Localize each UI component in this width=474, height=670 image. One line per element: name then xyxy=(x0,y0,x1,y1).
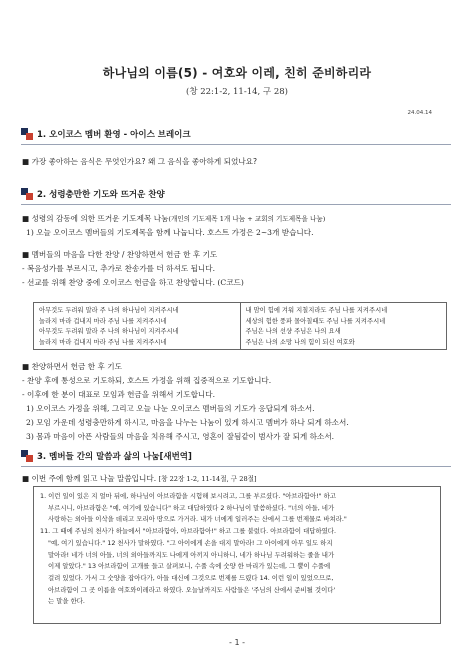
section-3-header xyxy=(21,447,451,465)
scripture-line: 걸려 있었다. 가서 그 숫양을 잡아다가, 아들 대신에 그것으로 번제를 드렸다 14. 이런 일이 있었으므로, xyxy=(48,573,334,582)
reading-heading xyxy=(22,472,257,486)
lyric-line: 아무것도 두려워 말라 주 나의 하나님이 지켜주시네 xyxy=(39,328,179,335)
lyric-line: 놀라지 마라 겁내지 마라 주님 나를 지켜주시네 xyxy=(39,338,167,346)
section-3-title: 3. 멤버들 간의 말씀과 삶의 나눔[새번역] xyxy=(37,452,192,462)
scripture-line: 말아라! 네가 너의 아들, 너의 외아들까지도 나에게 아끼지 아니하니, 네가 하나님 두려워하는 줄을 내가 xyxy=(48,550,335,559)
offering-line-4: 2) 모임 가운데 성령충만하게 하시고, 마음을 나누는 나눔이 있게 하시고 멤버가 하나 되게 하소서. xyxy=(26,418,349,427)
scripture-line: 는 말을 한다. xyxy=(48,597,85,606)
section-divider xyxy=(21,466,451,467)
prayer-topic-line: 1) 오늘 오이코스 멤버들의 기도제목을 함께 나눕니다. 호스트 가정은 2~3개 받습니다. xyxy=(26,228,314,237)
scripture-line: 사랑하는 외아들 이삭을 데리고 모리아 땅으로 가거라. 내가 너에게 일러주는 산에서 그를 번제물로 바쳐라." xyxy=(48,515,347,524)
offering-line-5: 3) 몸과 마음이 아픈 사람들의 마음을 치유해 주시고, 영혼이 잘됨같이 범사가 잘 되게 하소서. xyxy=(26,432,335,441)
scripture-line: 11. 그 때에 주님의 천사가 하늘에서 "아브라함아, 아브라함아!" 하고 그를 불렀다. 아브라함이 대답하였다. xyxy=(40,527,337,536)
scripture-line: 1. 이런 일이 있은 지 얼마 뒤에, 하나님이 아브라함을 시험해 보시려고, 그를 부르셨다. "아브라함아!" 하고 xyxy=(40,492,337,500)
section-2-title: 2. 성령충만한 기도와 뜨거운 찬양 xyxy=(37,190,165,200)
praise-heading: ■ 멤버들의 마음을 다한 찬양 / 찬양하면서 헌금 한 후 기도 xyxy=(22,250,218,259)
icebreak-question: ■ 가장 좋아하는 음식은 무엇인가요? 왜 그 음식을 좋아하게 되었나요? xyxy=(22,157,258,166)
lyrics-right-column xyxy=(240,303,447,349)
scripture-line: 아브라함이 그 곳 이름을 여호와이레라고 하였다. 오늘날까지도 사람들은 '주님의 산에서 준비될 것이다' xyxy=(48,585,336,594)
offering-line-3: 1) 오이코스 가정을 위해, 그리고 오늘 나눈 오이코스 멤버들의 기도가 응답되게 하소서. xyxy=(26,404,315,413)
prayer-topic-heading xyxy=(22,212,325,226)
scripture-line: "예, 여기 있습니다." 12 천사가 말하였다. "그 아이에게 손을 대지 말아라! 그 아이에게 아무 일도 하지 xyxy=(48,538,333,547)
section-divider xyxy=(21,144,451,145)
lyric-line: 주님은 나의 선샹 주님은 나의 요새 xyxy=(245,328,341,335)
prayer-topic-title: ■ 성령의 감동에 의한 뜨거운 기도제목 나눔 xyxy=(22,214,169,223)
section-divider xyxy=(21,204,451,205)
section-bullet-icon xyxy=(21,450,33,462)
reading-title: ■ 이번 주에 함께 읽고 나눌 말씀입니다. xyxy=(22,474,157,483)
page-title: 하나님의 이름(5) - 여호와 이레, 친히 준비하리라 xyxy=(102,66,372,80)
lyrics-box xyxy=(33,302,447,350)
lyric-line: 내 맘이 힘에 겨워 지칠지라도 주님 나를 지켜주시네 xyxy=(245,307,388,314)
offering-heading: ■ 찬양하면서 헌금 한 후 기도 xyxy=(22,362,122,371)
section-1-header xyxy=(21,125,451,143)
lyric-line: 주님은 나의 소망 나의 힘이 되신 여호와 xyxy=(245,338,355,346)
section-1-title: 1. 오이코스 멤버 환영 - 아이스 브레이크 xyxy=(37,130,191,140)
section-bullet-icon xyxy=(21,128,33,140)
lyric-line: 아무것도 두려워 말라 주 나의 하나님이 지켜주시네 xyxy=(39,307,179,314)
section-bullet-icon xyxy=(21,188,33,200)
lyric-line: 놀라지 마라 겁내지 마라 주님 나를 지켜주시네 xyxy=(39,317,167,325)
lyrics-left-column xyxy=(34,303,240,349)
scripture-line: 이제 알았다." 13 아브라함이 고개를 들고 살펴보니, 수풀 속에 숫양 한 마리가 있는데, 그 뿔이 수풀에 xyxy=(48,562,331,571)
praise-line-1: - 복음성가를 부르시고, 추가로 찬송가를 더 하셔도 됩니다. xyxy=(22,264,216,273)
prayer-topic-note: (개인의 기도제목 1개 나눔 + 교회의 기도제목을 나눔) xyxy=(168,215,326,223)
section-2-header xyxy=(21,185,451,203)
reading-reference: [창 22장 1-2, 11-14절, 구 28절] xyxy=(158,475,257,483)
lyric-line: 세상의 험한 풍파 몰아칠때도 주님 나를 지켜주시네 xyxy=(245,317,386,325)
scripture-line: 부르시니, 아브라함은 "예, 여기에 있습니다" 하고 대답하였다 2 하나님이 말씀하셨다. "너의 아들, 네가 xyxy=(48,503,335,512)
offering-line-2: - 이후에 한 분이 대표로 모임과 헌금을 위해서 기도합니다. xyxy=(22,390,216,399)
scripture-box xyxy=(33,486,441,624)
date-label: 24.04.14 xyxy=(407,110,432,116)
praise-line-2: - 선교를 위해 찬양 중에 오이코스 헌금을 하고 찬양합니다. (C코드) xyxy=(22,278,244,287)
page-number: - 1 - xyxy=(229,638,245,647)
offering-line-1: - 찬양 후에 통성으로 기도하되, 호스트 가정을 위해 집중적으로 기도합니다. xyxy=(22,376,272,385)
scripture-reference: (창 22:1-2, 11-14, 구 28) xyxy=(186,87,288,97)
